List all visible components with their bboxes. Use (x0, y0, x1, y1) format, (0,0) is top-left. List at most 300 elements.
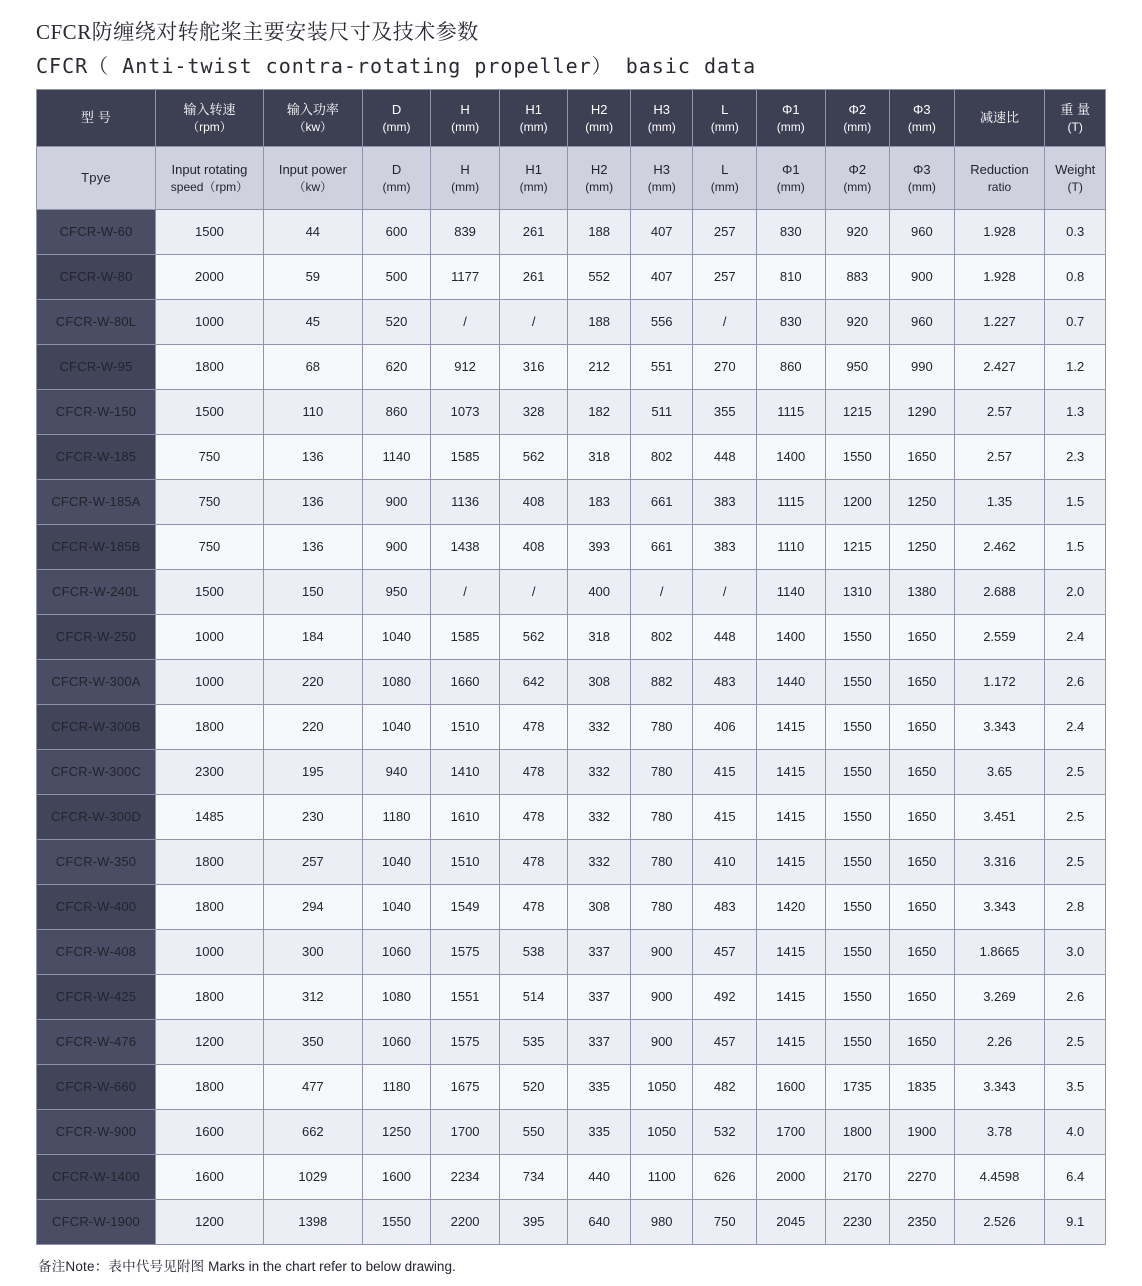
column-header-cn-9 (756, 90, 825, 147)
cell-value: 3.269 (954, 975, 1045, 1020)
cell-value: 3.316 (954, 840, 1045, 885)
table-row (37, 1200, 1106, 1245)
cell-value: 408 (499, 525, 568, 570)
table-row (37, 300, 1106, 345)
cell-value: 188 (568, 300, 631, 345)
cell-value: 1115 (756, 480, 825, 525)
cell-value: 3.451 (954, 795, 1045, 840)
cell-value: 136 (263, 525, 362, 570)
column-header-cn-6 (568, 90, 631, 147)
cell-value: 2.5 (1045, 840, 1106, 885)
column-header-cn-12-line1: 减速比 (979, 110, 1019, 126)
cell-value: 1551 (431, 975, 500, 1020)
table-body (37, 210, 1106, 1245)
cell-value: 0.7 (1045, 300, 1106, 345)
cell-model: CFCR-W-300D (37, 795, 156, 840)
cell-value: 514 (499, 975, 568, 1020)
column-header-en-9 (756, 147, 825, 210)
cell-value: 562 (499, 435, 568, 480)
cell-value: 1.3 (1045, 390, 1106, 435)
cell-value: 1550 (825, 435, 890, 480)
cell-value: / (693, 570, 757, 615)
cell-value: 950 (825, 345, 890, 390)
column-header-en-0-line1: Tpye (81, 170, 111, 186)
table-row (37, 435, 1106, 480)
cell-model: CFCR-W-1900 (37, 1200, 156, 1245)
column-header-cn-10-line1: Φ2 (848, 102, 867, 118)
cell-value: 1080 (362, 660, 431, 705)
page-title-en: CFCR（ Anti-twist contra-rotating propeller） basic data (36, 54, 757, 78)
column-header-cn-2 (263, 90, 362, 147)
cell-value: 1700 (431, 1110, 500, 1155)
cell-value: 261 (499, 255, 568, 300)
cell-value: 257 (263, 840, 362, 885)
cell-value: 1550 (825, 750, 890, 795)
cell-value: 1398 (263, 1200, 362, 1245)
cell-value: 1400 (756, 615, 825, 660)
cell-value: 1140 (756, 570, 825, 615)
cell-model: CFCR-W-300C (37, 750, 156, 795)
cell-value: 802 (630, 615, 693, 660)
cell-value: 1650 (890, 975, 955, 1020)
cell-value: 1800 (156, 885, 264, 930)
cell-value: 1250 (890, 525, 955, 570)
column-header-cn-7 (630, 90, 693, 147)
cell-model: CFCR-W-300B (37, 705, 156, 750)
column-header-en-9-line2: (mm) (776, 179, 805, 194)
cell-value: 478 (499, 840, 568, 885)
column-header-cn-13-line2: (T) (1067, 119, 1083, 134)
cell-value: 1550 (825, 705, 890, 750)
cell-value: 1400 (756, 435, 825, 480)
column-header-en-5-line1: H1 (525, 162, 542, 178)
cell-value: 150 (263, 570, 362, 615)
cell-value: 1180 (362, 1065, 431, 1110)
column-header-cn-9-line1: Φ1 (781, 102, 800, 118)
cell-value: 3.343 (954, 705, 1045, 750)
cell-value: 562 (499, 615, 568, 660)
column-header-cn-1-line2: （rpm） (187, 119, 232, 134)
cell-value: 1600 (156, 1110, 264, 1155)
cell-value: 734 (499, 1155, 568, 1200)
cell-value: 492 (693, 975, 757, 1020)
column-header-en-12-line1: Reduction (970, 162, 1029, 178)
header-row-chinese (37, 90, 1106, 147)
cell-value: 1550 (825, 795, 890, 840)
cell-value: 1650 (890, 615, 955, 660)
cell-model: CFCR-W-80 (37, 255, 156, 300)
table-row (37, 570, 1106, 615)
cell-value: 316 (499, 345, 568, 390)
cell-value: 1040 (362, 840, 431, 885)
cell-value: 750 (156, 435, 264, 480)
cell-value: 188 (568, 210, 631, 255)
cell-value: 1.928 (954, 210, 1045, 255)
cell-value: 2000 (756, 1155, 825, 1200)
table-row (37, 1065, 1106, 1110)
column-header-cn-10 (825, 90, 890, 147)
cell-value: 1250 (890, 480, 955, 525)
cell-value: 1650 (890, 750, 955, 795)
cell-value: 1000 (156, 660, 264, 705)
column-header-en-0 (37, 147, 156, 210)
column-header-cn-9-line2: (mm) (776, 119, 805, 134)
column-header-cn-11-line2: (mm) (907, 119, 936, 134)
cell-value: 332 (568, 705, 631, 750)
cell-value: 2.688 (954, 570, 1045, 615)
cell-value: 2170 (825, 1155, 890, 1200)
cell-value: 532 (693, 1110, 757, 1155)
cell-value: 1800 (156, 840, 264, 885)
cell-value: 900 (362, 525, 431, 570)
cell-value: 1215 (825, 390, 890, 435)
cell-value: 2.4 (1045, 705, 1106, 750)
column-header-cn-13-line1: 重 量 (1060, 102, 1090, 118)
cell-value: 257 (693, 210, 757, 255)
column-header-cn-1-line1: 输入转速 (183, 102, 236, 118)
cell-value: 2.5 (1045, 1020, 1106, 1065)
cell-value: 4.0 (1045, 1110, 1106, 1155)
column-header-cn-8 (693, 90, 757, 147)
cell-value: 1000 (156, 300, 264, 345)
column-header-en-4-line2: (mm) (451, 179, 480, 194)
cell-value: 500 (362, 255, 431, 300)
column-header-en-4-line1: H (460, 162, 470, 178)
cell-value: 448 (693, 435, 757, 480)
cell-value: 860 (362, 390, 431, 435)
cell-model: CFCR-W-660 (37, 1065, 156, 1110)
cell-value: 990 (890, 345, 955, 390)
cell-value: 912 (431, 345, 500, 390)
cell-value: 860 (756, 345, 825, 390)
cell-value: 661 (630, 525, 693, 570)
cell-model: CFCR-W-900 (37, 1110, 156, 1155)
cell-value: 0.3 (1045, 210, 1106, 255)
cell-value: 900 (362, 480, 431, 525)
cell-value: 511 (630, 390, 693, 435)
column-header-cn-4 (431, 90, 500, 147)
column-header-en-13 (1045, 147, 1106, 210)
cell-value: 0.8 (1045, 255, 1106, 300)
cell-value: 550 (499, 1110, 568, 1155)
column-header-cn-5-line2: (mm) (519, 119, 548, 134)
cell-value: 1420 (756, 885, 825, 930)
cell-model: CFCR-W-185B (37, 525, 156, 570)
cell-value: 802 (630, 435, 693, 480)
cell-value: 337 (568, 975, 631, 1020)
column-header-en-7-line1: H3 (653, 162, 670, 178)
column-header-en-5 (499, 147, 568, 210)
cell-value: 1040 (362, 615, 431, 660)
cell-value: 520 (362, 300, 431, 345)
cell-value: 1415 (756, 705, 825, 750)
cell-value: 900 (630, 1020, 693, 1065)
cell-value: 407 (630, 255, 693, 300)
cell-value: 538 (499, 930, 568, 975)
cell-value: 780 (630, 795, 693, 840)
table-row (37, 840, 1106, 885)
cell-value: 839 (431, 210, 500, 255)
table-row (37, 885, 1106, 930)
cell-value: 1.928 (954, 255, 1045, 300)
table-row (37, 390, 1106, 435)
cell-value: 415 (693, 750, 757, 795)
cell-value: 980 (630, 1200, 693, 1245)
cell-value: 1650 (890, 660, 955, 705)
cell-model: CFCR-W-60 (37, 210, 156, 255)
cell-value: 400 (568, 570, 631, 615)
cell-model: CFCR-W-425 (37, 975, 156, 1020)
cell-value: 1550 (825, 975, 890, 1020)
cell-model: CFCR-W-150 (37, 390, 156, 435)
column-header-cn-12 (954, 90, 1045, 147)
table-row (37, 345, 1106, 390)
column-header-en-10 (825, 147, 890, 210)
column-header-en-3-line1: D (391, 162, 402, 178)
cell-value: 1415 (756, 930, 825, 975)
cell-value: 45 (263, 300, 362, 345)
cell-value: 1550 (825, 840, 890, 885)
cell-value: 2.0 (1045, 570, 1106, 615)
cell-value: 1050 (630, 1065, 693, 1110)
cell-value: 2230 (825, 1200, 890, 1245)
cell-value: 920 (825, 210, 890, 255)
column-header-cn-8-line2: (mm) (710, 119, 739, 134)
table-row (37, 975, 1106, 1020)
cell-value: 626 (693, 1155, 757, 1200)
column-header-cn-3-line1: D (391, 102, 402, 118)
cell-value: 1650 (890, 930, 955, 975)
cell-value: 440 (568, 1155, 631, 1200)
cell-value: 750 (156, 525, 264, 570)
column-header-cn-5-line1: H1 (525, 102, 542, 118)
column-header-cn-2-line2: （kw） (293, 119, 333, 134)
note-english: Marks in the chart refer to below drawing. (208, 1259, 456, 1274)
cell-value: 1675 (431, 1065, 500, 1110)
cell-value: 1800 (156, 345, 264, 390)
cell-value: 662 (263, 1110, 362, 1155)
cell-value: 2.57 (954, 435, 1045, 480)
cell-value: 350 (263, 1020, 362, 1065)
cell-value: 780 (630, 885, 693, 930)
cell-value: 830 (756, 300, 825, 345)
cell-value: 900 (630, 930, 693, 975)
cell-value: 1550 (825, 1020, 890, 1065)
cell-value: 6.4 (1045, 1155, 1106, 1200)
cell-value: 1215 (825, 525, 890, 570)
column-header-en-7 (630, 147, 693, 210)
cell-model: CFCR-W-408 (37, 930, 156, 975)
cell-value: 230 (263, 795, 362, 840)
cell-value: 1310 (825, 570, 890, 615)
column-header-cn-8-line1: L (721, 102, 729, 118)
cell-value: 1040 (362, 705, 431, 750)
cell-value: 1550 (825, 615, 890, 660)
cell-value: 1510 (431, 840, 500, 885)
cell-value: 335 (568, 1110, 631, 1155)
cell-value: 2.6 (1045, 975, 1106, 1020)
table-header (37, 90, 1106, 210)
cell-value: 3.5 (1045, 1065, 1106, 1110)
cell-model: CFCR-W-80L (37, 300, 156, 345)
cell-value: 1415 (756, 1020, 825, 1065)
table-row (37, 615, 1106, 660)
cell-value: 1585 (431, 615, 500, 660)
column-header-cn-13 (1045, 90, 1106, 147)
header-row-english (37, 147, 1106, 210)
cell-value: 1.8665 (954, 930, 1045, 975)
cell-value: 2045 (756, 1200, 825, 1245)
cell-value: 3.343 (954, 1065, 1045, 1110)
column-header-cn-6-line2: (mm) (585, 119, 614, 134)
cell-value: 483 (693, 885, 757, 930)
cell-value: 1510 (431, 705, 500, 750)
cell-value: 328 (499, 390, 568, 435)
cell-value: 212 (568, 345, 631, 390)
column-header-en-1 (156, 147, 264, 210)
column-header-cn-7-line1: H3 (653, 102, 670, 118)
column-header-en-13-line1: Weight (1055, 162, 1096, 178)
cell-value: 1650 (890, 840, 955, 885)
cell-value: 1.227 (954, 300, 1045, 345)
cell-value: 520 (499, 1065, 568, 1110)
cell-value: 478 (499, 795, 568, 840)
cell-value: 1835 (890, 1065, 955, 1110)
column-header-cn-2-line1: 输入功率 (286, 102, 339, 118)
cell-value: 1177 (431, 255, 500, 300)
cell-value: 182 (568, 390, 631, 435)
cell-value: 1600 (362, 1155, 431, 1200)
cell-value: 1550 (825, 930, 890, 975)
cell-value: 1650 (890, 795, 955, 840)
cell-value: 1650 (890, 885, 955, 930)
cell-value: 750 (693, 1200, 757, 1245)
cell-value: / (630, 570, 693, 615)
table-row (37, 210, 1106, 255)
cell-value: 1575 (431, 930, 500, 975)
cell-value: 478 (499, 750, 568, 795)
cell-value: / (431, 570, 500, 615)
cell-value: 408 (499, 480, 568, 525)
cell-value: 780 (630, 750, 693, 795)
note-chinese: 备注Note：表中代号见附图 (38, 1259, 205, 1274)
column-header-en-11 (890, 147, 955, 210)
cell-value: 1.172 (954, 660, 1045, 705)
column-header-en-12-line2: ratio (987, 179, 1012, 194)
cell-value: 551 (630, 345, 693, 390)
column-header-cn-4-line2: (mm) (451, 119, 480, 134)
cell-value: 1800 (825, 1110, 890, 1155)
cell-value: 312 (263, 975, 362, 1020)
cell-value: 1115 (756, 390, 825, 435)
column-header-en-8-line2: (mm) (710, 179, 739, 194)
cell-value: 1200 (156, 1020, 264, 1065)
cell-value: 2350 (890, 1200, 955, 1245)
cell-value: 1650 (890, 435, 955, 480)
cell-value: 2000 (156, 255, 264, 300)
cell-value: 2.559 (954, 615, 1045, 660)
cell-value: 1410 (431, 750, 500, 795)
column-header-en-1-line2: speed（rpm） (170, 179, 249, 194)
cell-value: 220 (263, 705, 362, 750)
column-header-en-6-line2: (mm) (585, 179, 614, 194)
column-header-cn-7-line2: (mm) (647, 119, 676, 134)
table-row (37, 255, 1106, 300)
cell-value: 478 (499, 705, 568, 750)
cell-value: 184 (263, 615, 362, 660)
table-note (36, 1255, 1106, 1275)
cell-value: 1110 (756, 525, 825, 570)
cell-value: 478 (499, 885, 568, 930)
cell-value: 2200 (431, 1200, 500, 1245)
cell-value: 136 (263, 435, 362, 480)
cell-value: 483 (693, 660, 757, 705)
cell-value: 1550 (362, 1200, 431, 1245)
cell-value: 1500 (156, 210, 264, 255)
cell-value: 940 (362, 750, 431, 795)
cell-value: / (431, 300, 500, 345)
cell-model: CFCR-W-185 (37, 435, 156, 480)
cell-value: 270 (693, 345, 757, 390)
cell-value: 2234 (431, 1155, 500, 1200)
cell-value: 332 (568, 840, 631, 885)
cell-value: 960 (890, 210, 955, 255)
cell-value: 1650 (890, 1020, 955, 1065)
cell-value: 1060 (362, 1020, 431, 1065)
cell-value: 1.5 (1045, 525, 1106, 570)
table-row (37, 705, 1106, 750)
cell-value: 407 (630, 210, 693, 255)
column-header-cn-11 (890, 90, 955, 147)
column-header-en-2-line2: （kw） (293, 179, 333, 194)
cell-value: 1600 (156, 1155, 264, 1200)
cell-value: 2.4 (1045, 615, 1106, 660)
cell-value: 1575 (431, 1020, 500, 1065)
cell-value: 640 (568, 1200, 631, 1245)
cell-value: 406 (693, 705, 757, 750)
cell-value: 1.2 (1045, 345, 1106, 390)
cell-value: 318 (568, 615, 631, 660)
column-header-cn-10-line2: (mm) (843, 119, 872, 134)
cell-value: 457 (693, 930, 757, 975)
cell-value: 1073 (431, 390, 500, 435)
cell-value: 4.4598 (954, 1155, 1045, 1200)
cell-value: 1136 (431, 480, 500, 525)
cell-value: 1040 (362, 885, 431, 930)
cell-value: 780 (630, 840, 693, 885)
cell-value: 335 (568, 1065, 631, 1110)
cell-value: 355 (693, 390, 757, 435)
cell-value: 1660 (431, 660, 500, 705)
cell-value: 3.0 (1045, 930, 1106, 975)
cell-value: / (499, 300, 568, 345)
cell-value: 308 (568, 660, 631, 705)
cell-value: 220 (263, 660, 362, 705)
cell-value: 1500 (156, 570, 264, 615)
cell-value: 780 (630, 705, 693, 750)
cell-value: 257 (693, 255, 757, 300)
cell-value: 332 (568, 795, 631, 840)
column-header-cn-1 (156, 90, 264, 147)
cell-value: 1100 (630, 1155, 693, 1200)
column-header-cn-3 (362, 90, 431, 147)
column-header-cn-4-line1: H (460, 102, 470, 118)
cell-value: 44 (263, 210, 362, 255)
cell-value: 830 (756, 210, 825, 255)
cell-model: CFCR-W-1400 (37, 1155, 156, 1200)
cell-model: CFCR-W-400 (37, 885, 156, 930)
cell-value: 2.5 (1045, 750, 1106, 795)
